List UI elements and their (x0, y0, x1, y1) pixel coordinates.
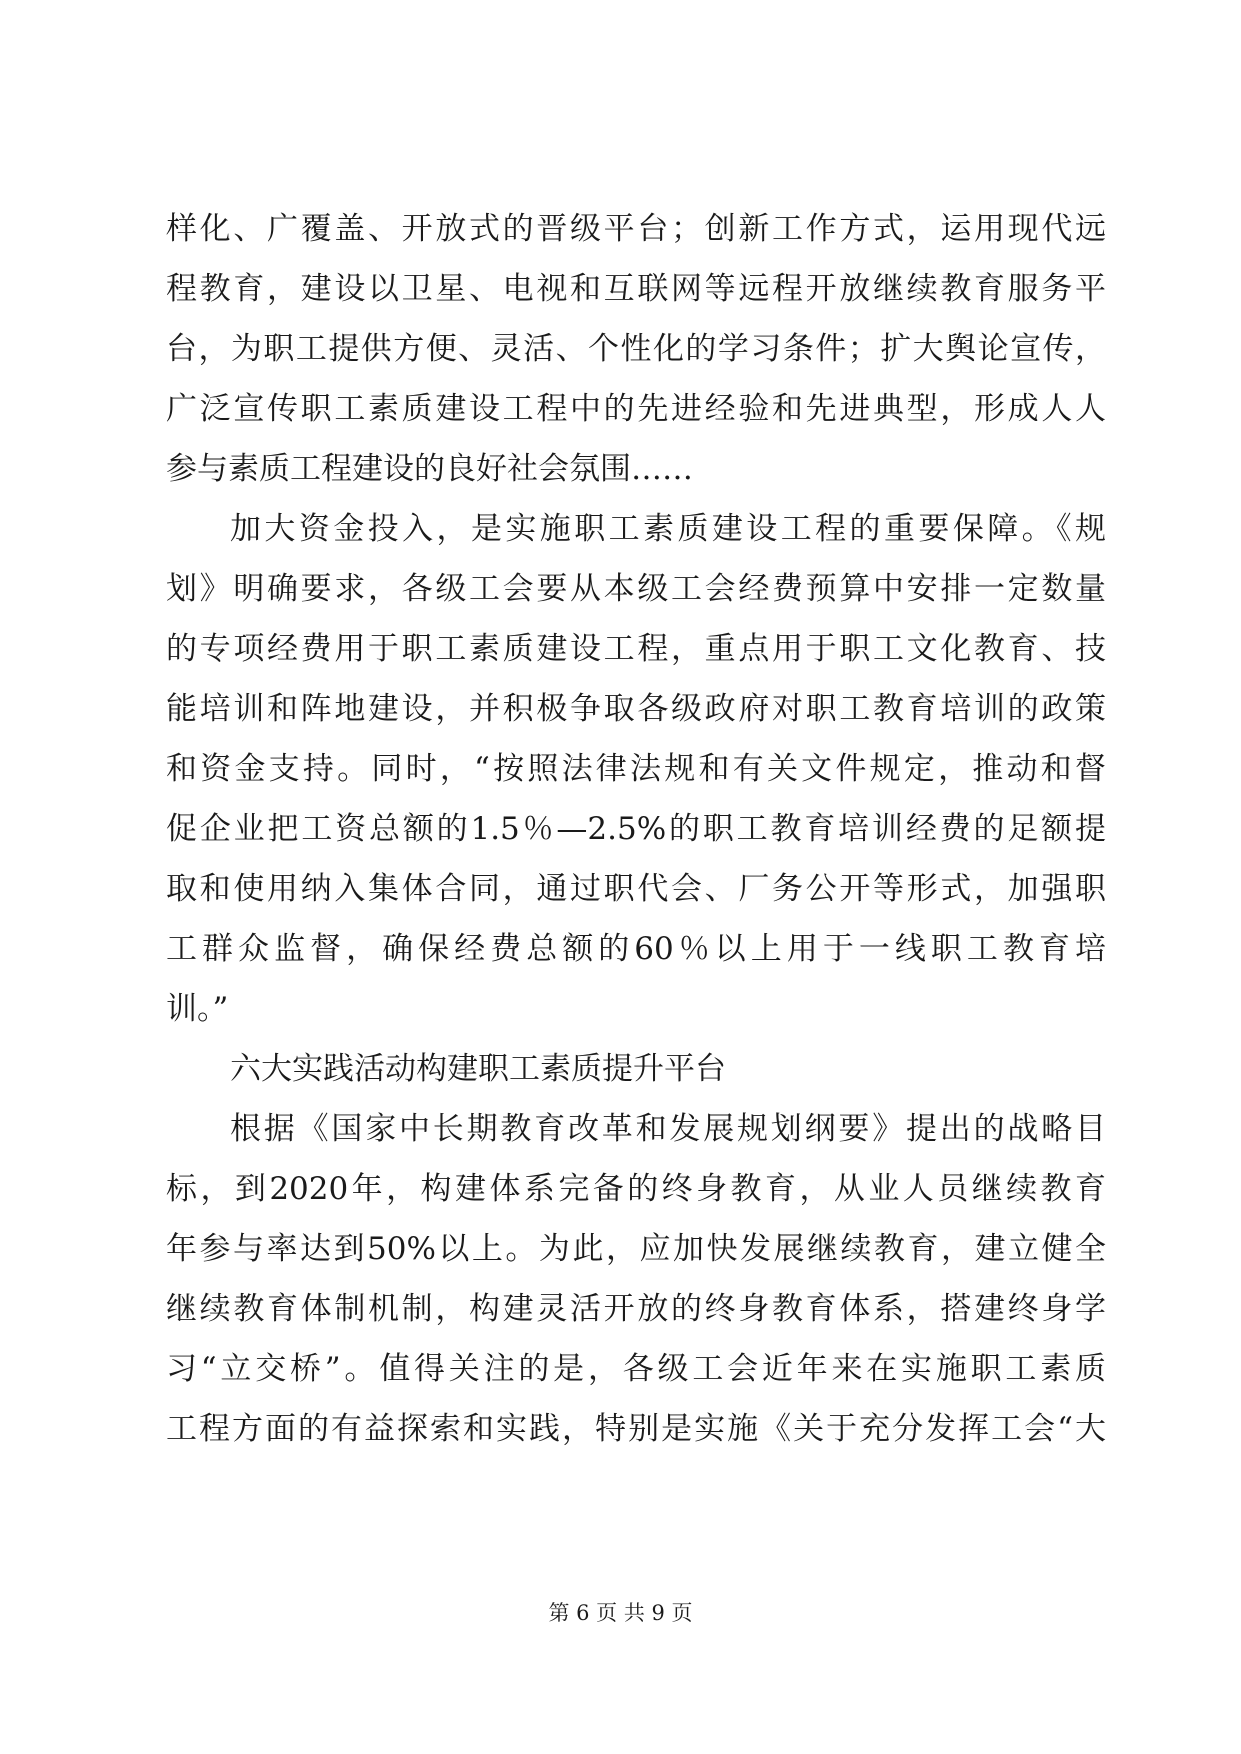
text-line-11: 促企业把工资总额的1.5％—2.5%的职工教育培训经费的足额提 (166, 811, 1106, 847)
text-line-12: 取和使用纳入集体合同，通过职代会、厂务公开等形式，加强职 (166, 871, 1106, 907)
section-heading: 六大实践活动构建职工素质提升平台 (230, 1051, 726, 1087)
text-line-14: 训。” (166, 991, 229, 1027)
text-line-8: 的专项经费用于职工素质建设工程，重点用于职工文化教育、技 (166, 631, 1106, 667)
text-line-9: 能培训和阵地建设，并积极争取各级政府对职工教育培训的政策 (166, 691, 1106, 727)
text-line-17: 标，到2020年，构建体系完备的终身教育，从业人员继续教育 (166, 1171, 1106, 1207)
text-line-18: 年参与率达到50%以上。为此，应加快发展继续教育，建立健全 (166, 1231, 1106, 1267)
text-line-19: 继续教育体制机制，构建灵活开放的终身教育体系，搭建终身学 (166, 1291, 1106, 1327)
page-number-footer: 第 6 页 共 9 页 (548, 1601, 693, 1625)
paragraph-start-funding: 加大资金投入，是实施职工素质建设工程的重要保障。《规 (230, 511, 1106, 547)
text-line-13: 工群众监督，确保经费总额的60％以上用于一线职工教育培 (166, 931, 1106, 967)
text-line-20: 习“立交桥”。值得关注的是，各级工会近年来在实施职工素质 (166, 1351, 1106, 1387)
paragraph-start-plan: 根据《国家中长期教育改革和发展规划纲要》提出的战略目 (230, 1111, 1106, 1147)
text-line-4: 广泛宣传职工素质建设工程中的先进经验和先进典型，形成人人 (166, 391, 1106, 427)
text-line-5: 参与素质工程建设的良好社会氛围…… (166, 451, 693, 487)
text-line-1: 样化、广覆盖、开放式的晋级平台；创新工作方式，运用现代远 (166, 211, 1106, 247)
text-line-10: 和资金支持。同时，“按照法律法规和有关文件规定，推动和督 (166, 751, 1106, 787)
text-line-2: 程教育，建设以卫星、电视和互联网等远程开放继续教育服务平 (166, 271, 1106, 307)
text-line-3: 台，为职工提供方便、灵活、个性化的学习条件；扩大舆论宣传， (166, 331, 1106, 367)
text-line-21: 工程方面的有益探索和实践，特别是实施《关于充分发挥工会“大 (166, 1411, 1106, 1447)
text-line-7: 划》明确要求，各级工会要从本级工会经费预算中安排一定数量 (166, 571, 1106, 607)
